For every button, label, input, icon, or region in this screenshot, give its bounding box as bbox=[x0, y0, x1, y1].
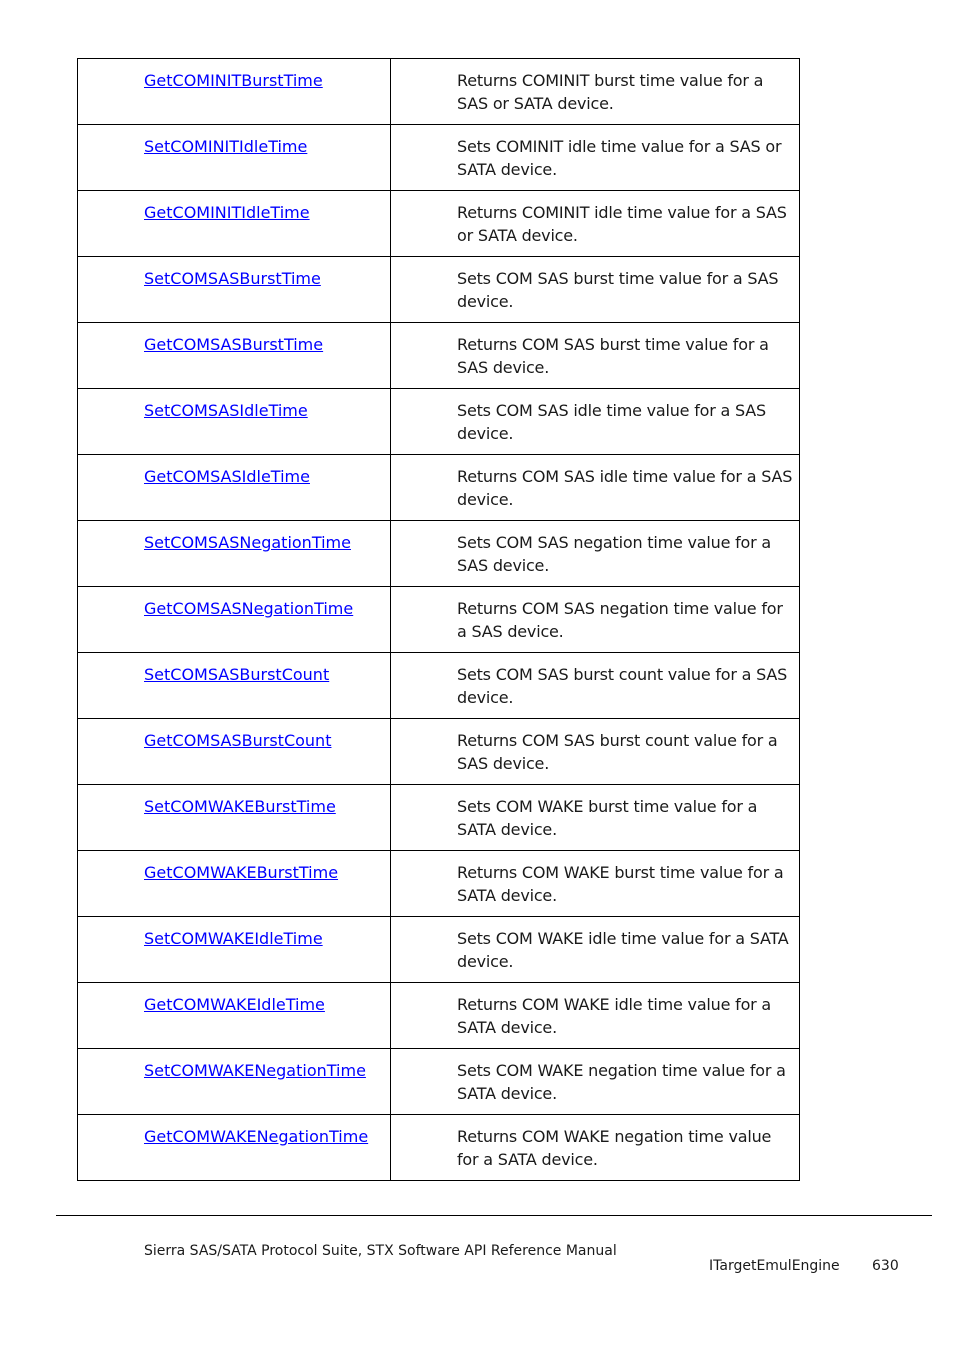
table-row bbox=[78, 653, 800, 719]
method-link[interactable]: SetCOMWAKEIdleTime bbox=[144, 929, 323, 948]
method-description-cell bbox=[391, 851, 800, 917]
method-name-cell bbox=[78, 587, 391, 653]
method-description: Returns COM SAS idle time value for a SAS device. bbox=[457, 467, 793, 509]
method-name-cell bbox=[78, 521, 391, 587]
method-description-cell bbox=[391, 191, 800, 257]
method-link[interactable]: GetCOMSASIdleTime bbox=[144, 467, 310, 486]
method-description: Returns COM SAS burst count value for a SAS device. bbox=[457, 731, 778, 773]
method-link[interactable]: GetCOMINITIdleTime bbox=[144, 203, 310, 222]
api-method-table-body bbox=[78, 59, 800, 1181]
method-description-cell bbox=[391, 983, 800, 1049]
table-row bbox=[78, 59, 800, 125]
method-description: Returns COM WAKE idle time value for a SATA device. bbox=[457, 995, 772, 1037]
method-description-cell bbox=[391, 719, 800, 785]
method-name-cell bbox=[78, 785, 391, 851]
method-description-cell bbox=[391, 455, 800, 521]
table-row bbox=[78, 719, 800, 785]
table-row bbox=[78, 1115, 800, 1181]
method-link[interactable]: GetCOMSASBurstCount bbox=[144, 731, 332, 750]
method-link[interactable]: SetCOMSASBurstTime bbox=[144, 269, 321, 288]
method-description-cell bbox=[391, 653, 800, 719]
method-name-cell bbox=[78, 257, 391, 323]
method-link[interactable]: SetCOMSASBurstCount bbox=[144, 665, 330, 684]
method-name-cell bbox=[78, 983, 391, 1049]
method-description-cell bbox=[391, 1049, 800, 1115]
footer-divider bbox=[56, 1215, 932, 1216]
method-description-cell bbox=[391, 125, 800, 191]
method-description-cell bbox=[391, 587, 800, 653]
table-row bbox=[78, 917, 800, 983]
method-description: Sets COM SAS negation time value for a SAS device. bbox=[457, 533, 771, 575]
method-name-cell bbox=[78, 191, 391, 257]
method-description: Sets COM SAS idle time value for a SAS device. bbox=[457, 401, 766, 443]
method-name-cell bbox=[78, 59, 391, 125]
method-description: Returns COM WAKE burst time value for a SATA device. bbox=[457, 863, 784, 905]
method-link[interactable]: GetCOMWAKEBurstTime bbox=[144, 863, 339, 882]
method-description: Sets COMINIT idle time value for a SAS or SATA device. bbox=[457, 137, 782, 179]
method-description: Returns COMINIT burst time value for a SAS or SATA device. bbox=[457, 71, 764, 113]
method-link[interactable]: GetCOMSASBurstTime bbox=[144, 335, 324, 354]
table-row bbox=[78, 323, 800, 389]
method-description-cell bbox=[391, 257, 800, 323]
method-description: Returns COMINIT idle time value for a SAS or SATA device. bbox=[457, 203, 787, 245]
method-description-cell bbox=[391, 917, 800, 983]
api-method-table bbox=[77, 58, 800, 1181]
method-description-cell bbox=[391, 323, 800, 389]
method-description-cell bbox=[391, 1115, 800, 1181]
method-description: Sets COM SAS burst count value for a SAS device. bbox=[457, 665, 788, 707]
method-link[interactable]: GetCOMWAKEIdleTime bbox=[144, 995, 325, 1014]
method-description-cell bbox=[391, 785, 800, 851]
method-link[interactable]: SetCOMWAKEBurstTime bbox=[144, 797, 336, 816]
method-name-cell bbox=[78, 125, 391, 191]
method-link[interactable]: GetCOMWAKENegationTime bbox=[144, 1127, 369, 1146]
table-row bbox=[78, 191, 800, 257]
method-description: Returns COM SAS negation time value for a SAS device. bbox=[457, 599, 783, 641]
method-name-cell bbox=[78, 653, 391, 719]
footer-section-name: ITargetEmulEngine bbox=[709, 1258, 840, 1274]
method-name-cell bbox=[78, 455, 391, 521]
table-row bbox=[78, 1049, 800, 1115]
method-name-cell bbox=[78, 917, 391, 983]
table-row bbox=[78, 785, 800, 851]
method-description-cell bbox=[391, 59, 800, 125]
method-name-cell bbox=[78, 1049, 391, 1115]
method-description: Sets COM WAKE idle time value for a SATA device. bbox=[457, 929, 789, 971]
method-description: Returns COM WAKE negation time value for a SATA device. bbox=[457, 1127, 772, 1169]
method-link[interactable]: GetCOMSASNegationTime bbox=[144, 599, 354, 618]
table-row bbox=[78, 983, 800, 1049]
method-name-cell bbox=[78, 719, 391, 785]
method-name-cell bbox=[78, 389, 391, 455]
method-link[interactable]: SetCOMWAKENegationTime bbox=[144, 1061, 366, 1080]
method-description-cell bbox=[391, 389, 800, 455]
table-row bbox=[78, 257, 800, 323]
method-link[interactable]: SetCOMSASNegationTime bbox=[144, 533, 351, 552]
method-description: Sets COM SAS burst time value for a SAS device. bbox=[457, 269, 779, 311]
method-name-cell bbox=[78, 851, 391, 917]
table-row bbox=[78, 851, 800, 917]
table-row bbox=[78, 587, 800, 653]
method-description: Sets COM WAKE burst time value for a SATA device. bbox=[457, 797, 758, 839]
table-row bbox=[78, 389, 800, 455]
method-link[interactable]: GetCOMINITBurstTime bbox=[144, 71, 323, 90]
method-description: Returns COM SAS burst time value for a SAS device. bbox=[457, 335, 769, 377]
method-link[interactable]: SetCOMINITIdleTime bbox=[144, 137, 308, 156]
footer-page-number: 630 bbox=[872, 1258, 899, 1274]
footer-manual-title: Sierra SAS/SATA Protocol Suite, STX Software API Reference Manual bbox=[144, 1243, 617, 1259]
method-name-cell bbox=[78, 323, 391, 389]
method-description: Sets COM WAKE negation time value for a SATA device. bbox=[457, 1061, 786, 1103]
method-description-cell bbox=[391, 521, 800, 587]
table-row bbox=[78, 521, 800, 587]
method-name-cell bbox=[78, 1115, 391, 1181]
table-row bbox=[78, 455, 800, 521]
table-row bbox=[78, 125, 800, 191]
method-link[interactable]: SetCOMSASIdleTime bbox=[144, 401, 308, 420]
